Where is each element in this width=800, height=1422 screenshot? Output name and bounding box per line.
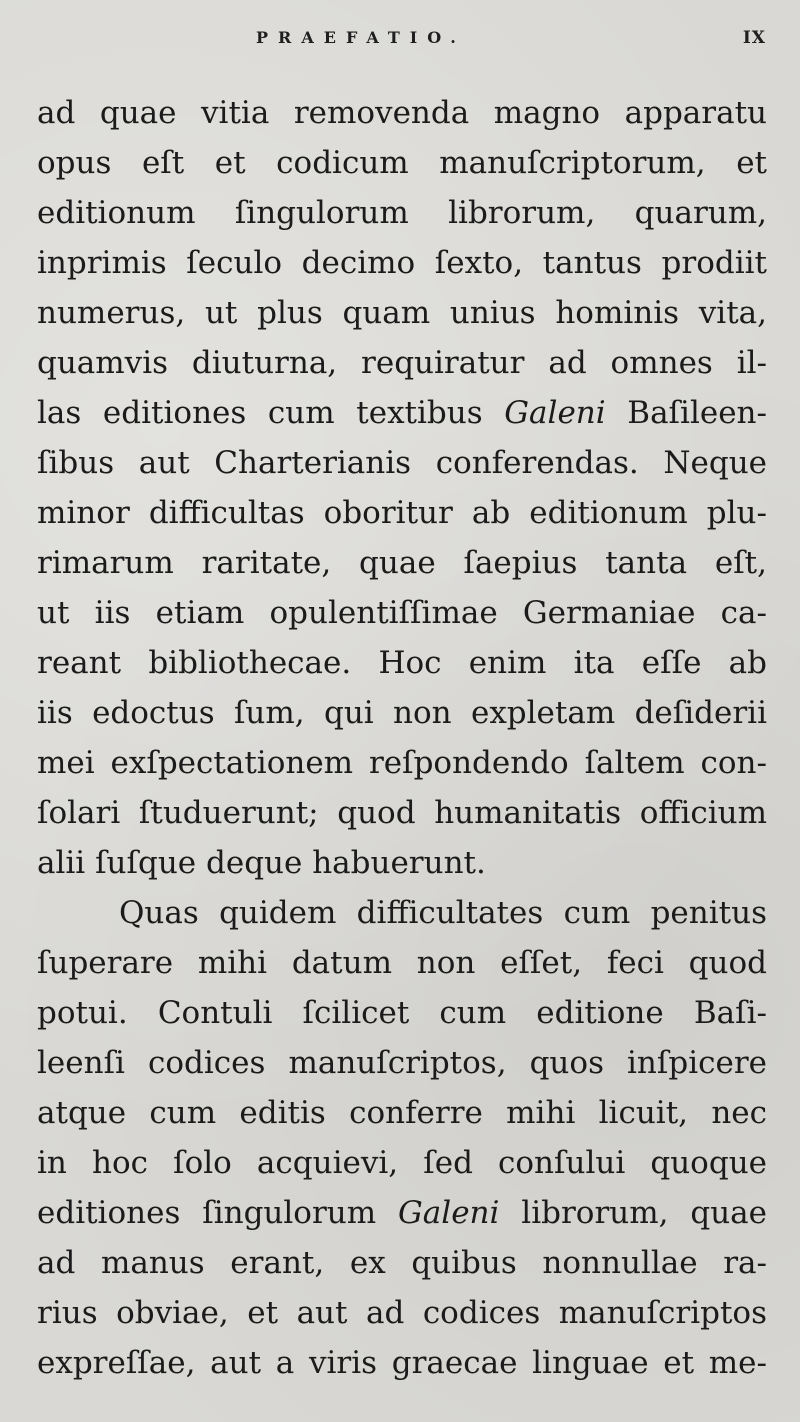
text-segment: Baſileen- <box>605 395 767 431</box>
page-number: IX <box>742 28 766 48</box>
text-line: mei exſpectationem reſpondendo ſaltem con- <box>37 745 767 781</box>
text-line: quamvis diuturna, requiratur ad omnes il- <box>37 345 767 381</box>
text-line: expreſſae, aut a viris graecae linguae et me- <box>37 1345 767 1381</box>
text-line: numerus, ut plus quam unius hominis vita, <box>37 295 767 331</box>
text-segment: editiones ſingulorum <box>37 1195 399 1231</box>
text-line: in hoc ſolo acquievi, ſed conſului quoque <box>37 1145 767 1181</box>
text-line: iis edoctus ſum, qui non expletam deſiderii <box>37 695 767 731</box>
text-line-paragraph-start: Quas quidem difficultates cum penitus <box>119 895 767 931</box>
text-line: opus eſt et codicum manuſcriptorum, et <box>37 145 767 181</box>
text-line: rius obviae, et aut ad codices manuſcriptos <box>37 1295 767 1331</box>
text-line-paragraph-end: alii ſuſque deque habuerunt. <box>37 845 486 881</box>
author-name-italic: Galeni <box>398 1195 500 1231</box>
text-line: minor difficultas oboritur ab editionum plu- <box>37 495 767 531</box>
text-line: rimarum raritate, quae ſaepius tanta eſt, <box>37 545 767 581</box>
text-line: potui. Contuli ſcilicet cum editione Baſi- <box>37 995 767 1031</box>
text-line: ad quae vitia removenda magno apparatu <box>37 95 767 131</box>
text-line: inprimis ſeculo decimo ſexto, tantus prodiit <box>37 245 767 281</box>
running-title: PRAEFATIO. <box>256 28 466 47</box>
text-segment: las editiones cum textibus <box>37 395 505 431</box>
text-line: ſibus aut Charterianis conferendas. Neque <box>37 445 767 481</box>
text-line: ad manus erant, ex quibus nonnullae ra- <box>37 1245 767 1281</box>
text-line: editionum ſingulorum librorum, quarum, <box>37 195 767 231</box>
text-line: ut iis etiam opulentiſſimae Germaniae ca- <box>37 595 767 631</box>
text-line: atque cum editis conferre mihi licuit, nec <box>37 1095 767 1131</box>
text-segment: librorum, quae <box>499 1195 767 1231</box>
text-line: reant bibliothecae. Hoc enim ita eſſe ab <box>37 645 767 681</box>
body-text <box>37 88 767 1388</box>
text-line: leenſi codices manuſcriptos, quos inſpicere <box>37 1045 767 1081</box>
text-line: ſolari ſtuduerunt; quod humanitatis officium <box>37 795 767 831</box>
text-line <box>37 388 767 438</box>
text-line: ſuperare mihi datum non eſſet, feci quod <box>37 945 767 981</box>
author-name-italic: Galeni <box>504 395 606 431</box>
text-line <box>37 1188 767 1238</box>
running-head <box>0 28 800 58</box>
